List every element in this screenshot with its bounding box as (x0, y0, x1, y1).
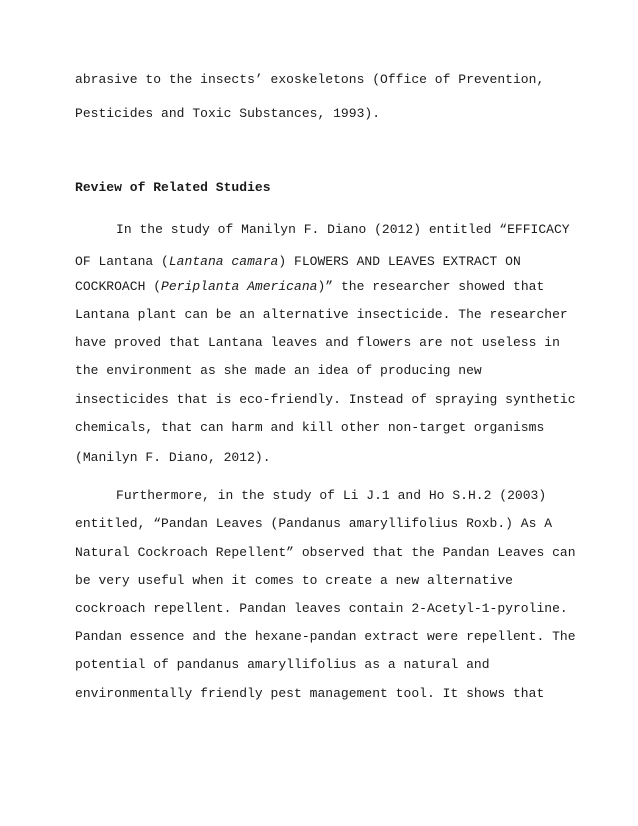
paragraph-line: Lantana plant can be an alternative insecticide. The researcher (75, 307, 568, 322)
paragraph-line: the environment as she made an idea of producing new (75, 363, 482, 378)
paragraph-line: entitled, “Pandan Leaves (Pandanus amaryllifolius Roxb.) As A (75, 516, 553, 531)
species-name: Periplanta Americana (161, 279, 318, 294)
paragraph-line: insecticides that is eco-friendly. Instead of spraying synthetic (75, 392, 576, 407)
paragraph-line: be very useful when it comes to create a new alternative (75, 573, 513, 588)
paragraph-line: chemicals, that can harm and kill other non-target organisms (75, 420, 545, 435)
opening-line: abrasive to the insects’ exoskeletons (Office of Prevention, (75, 72, 545, 87)
species-name: Lantana camara (168, 254, 279, 269)
paragraph-line: environmentally friendly pest management tool. It shows that (75, 686, 545, 701)
paragraph-line: In the study of Manilyn F. Diano (2012) entitled “EFFICACY (116, 222, 570, 237)
section-heading: Review of Related Studies (75, 180, 271, 195)
paragraph-line: Natural Cockroach Repellent” observed that the Pandan Leaves can (75, 545, 576, 560)
paragraph-line: Furthermore, in the study of Li J.1 and Ho S.H.2 (2003) (116, 488, 547, 503)
paragraph-line: cockroach repellent. Pandan leaves contain 2-Acetyl-1-pyroline. (75, 601, 568, 616)
paragraph-line: COCKROACH (Periplanta Americana)” the researcher showed that (75, 279, 545, 294)
paragraph-line: OF Lantana (Lantana camara) FLOWERS AND LEAVES EXTRACT ON (75, 254, 521, 269)
paragraph-line: potential of pandanus amaryllifolius as a natural and (75, 657, 490, 672)
paragraph-line: have proved that Lantana leaves and flowers are not useless in (75, 335, 560, 350)
paragraph-line: (Manilyn F. Diano, 2012). (75, 450, 271, 465)
opening-line: Pesticides and Toxic Substances, 1993). (75, 106, 381, 121)
paragraph-line: Pandan essence and the hexane-pandan extract were repellent. The (75, 629, 576, 644)
